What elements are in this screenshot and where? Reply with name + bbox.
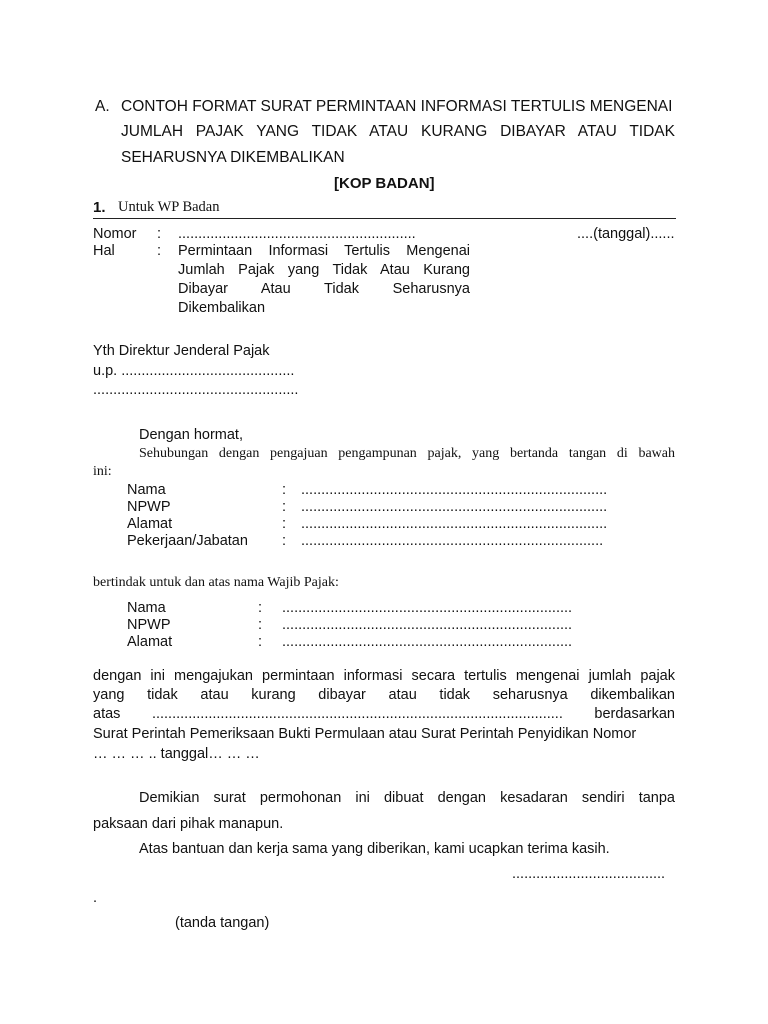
signer-address-colon: : xyxy=(282,516,287,532)
signature-place-date: ...................................... xyxy=(512,866,666,882)
request-line-3: atas ...................................................................................................... berdasarkan xyxy=(93,706,675,722)
heading-line-3: SEHARUSNYA DIKEMBALIKAN xyxy=(121,149,345,166)
nomor-value: ........................................................... xyxy=(178,226,416,242)
taxpayer-npwp-field: ........................................................................ xyxy=(282,617,573,633)
signer-npwp-field: ............................................................................ xyxy=(301,499,608,515)
heading-marker: A. xyxy=(95,98,110,115)
signature-label: (tanda tangan) xyxy=(175,915,270,931)
greeting: Dengan hormat, xyxy=(139,427,243,443)
nomor-colon: : xyxy=(157,226,162,242)
taxpayer-name-colon: : xyxy=(258,600,263,616)
hal-line-1: Permintaan Informasi Tertulis Mengenai xyxy=(178,243,470,259)
addressee-line-2: u.p. ........................................... xyxy=(93,363,295,379)
section-divider xyxy=(93,218,676,219)
addressee-line-1: Yth Direktur Jenderal Pajak xyxy=(93,343,270,359)
hal-colon: : xyxy=(157,243,162,259)
taxpayer-address-label: Alamat xyxy=(127,634,173,650)
section-title: Untuk WP Badan xyxy=(118,199,220,215)
letter-date: ....(tanggal)...... xyxy=(577,226,675,242)
signer-name-field: ............................................................................ xyxy=(301,482,608,498)
request-line-4: Surat Perintah Pemeriksaan Bukti Permulaan atau Surat Perintah Penyidikan Nomor xyxy=(93,726,637,742)
hal-line-2: Jumlah Pajak yang Tidak Atau Kurang xyxy=(178,262,470,278)
taxpayer-name-field: ........................................................................ xyxy=(282,600,573,616)
kop-badan: [KOP BADAN] xyxy=(334,175,435,192)
request-line-2: yang tidak atau kurang dibayar atau tidak seharusnya dikembalikan xyxy=(93,687,675,703)
nomor-label: Nomor xyxy=(93,226,137,242)
taxpayer-npwp-colon: : xyxy=(258,617,263,633)
taxpayer-name-label: Nama xyxy=(127,600,166,616)
request-line-5: … … … .. tanggal… … … xyxy=(93,746,260,762)
signer-position-label: Pekerjaan/Jabatan xyxy=(127,533,248,549)
addressee-line-3: ................................................... xyxy=(93,382,299,398)
taxpayer-address-field: ........................................................................ xyxy=(282,634,573,650)
hal-line-4: Dikembalikan xyxy=(178,300,266,316)
request-line-1: dengan ini mengajukan permintaan informasi secara tertulis mengenai jumlah pajak xyxy=(93,668,675,684)
signer-npwp-colon: : xyxy=(282,499,287,515)
signer-address-label: Alamat xyxy=(127,516,173,532)
intro-line-1: Sehubungan dengan pengajuan pengampunan pajak, yang bertanda tangan di bawah xyxy=(139,446,675,461)
signer-position-colon: : xyxy=(282,533,287,549)
signer-address-field: ............................................................................ xyxy=(301,516,608,532)
signature-dot: . xyxy=(93,890,98,906)
intro-line-2: ini: xyxy=(93,464,112,479)
closing-thanks: Atas bantuan dan kerja sama yang diberikan, kami ucapkan terima kasih. xyxy=(139,841,610,857)
signer-name-label: Nama xyxy=(127,482,166,498)
hal-label: Hal xyxy=(93,243,115,259)
section-number: 1. xyxy=(93,199,106,216)
taxpayer-address-colon: : xyxy=(258,634,263,650)
signer-position-field: ........................................................................... xyxy=(301,533,604,549)
closing-line-1: Demikian surat permohonan ini dibuat dengan kesadaran sendiri tanpa xyxy=(139,790,675,806)
signer-name-colon: : xyxy=(282,482,287,498)
closing-line-2: paksaan dari pihak manapun. xyxy=(93,816,284,832)
heading-line-1: CONTOH FORMAT SURAT PERMINTAAN INFORMASI TERTULIS MENGENAI xyxy=(121,98,673,115)
on-behalf-text: bertindak untuk dan atas nama Wajib Pajak: xyxy=(93,575,339,590)
hal-line-3: Dibayar Atau Tidak Seharusnya xyxy=(178,281,470,297)
signer-npwp-label: NPWP xyxy=(127,499,171,515)
heading-line-2: JUMLAH PAJAK YANG TIDAK ATAU KURANG DIBAYAR ATAU TIDAK xyxy=(121,123,675,140)
taxpayer-npwp-label: NPWP xyxy=(127,617,171,633)
